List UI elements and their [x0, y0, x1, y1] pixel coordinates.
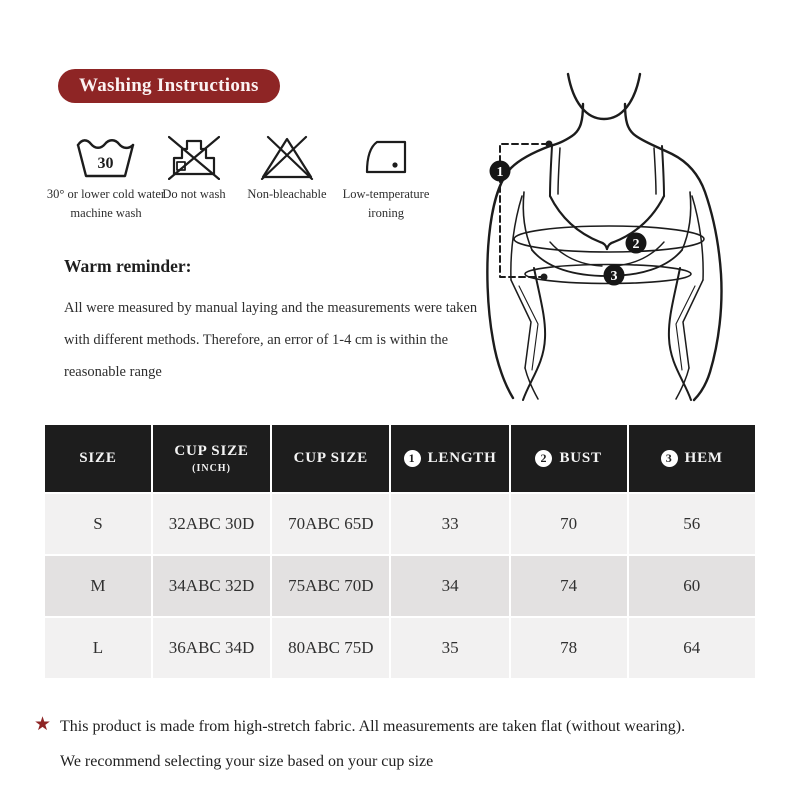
footnote-text	[60, 709, 792, 779]
cell-length: 35	[391, 616, 510, 678]
col-header-bust: 2 BUST	[511, 425, 629, 492]
cell-size: S	[45, 492, 153, 554]
care-label-non-bleachable: Non-bleachable	[247, 187, 327, 201]
cell-hem: 60	[629, 554, 755, 616]
svg-text:2: 2	[632, 237, 640, 252]
bust-marker	[626, 233, 647, 254]
cell-bust: 78	[511, 616, 629, 678]
care-label-do-not-wash: Do not wash	[162, 187, 226, 201]
care-label-machine-wash: 30° or lower cold water machine wash	[46, 187, 166, 220]
cell-cup-inch: 34ABC 32D	[153, 554, 272, 616]
care-label-low-temp-ironing: Low-temperature ironing	[342, 187, 430, 220]
washing-instructions-label: Washing Instructions	[79, 75, 259, 96]
col-header-inch-sub: (INCH)	[192, 463, 231, 474]
table-row-size-m	[45, 554, 755, 616]
bust-measure-line	[514, 226, 704, 252]
hem-marker	[604, 265, 625, 286]
svg-text:3: 3	[610, 269, 618, 284]
table-row-size-s	[45, 492, 755, 554]
cell-cup: 75ABC 70D	[272, 554, 391, 616]
non-bleachable-icon	[233, 133, 341, 180]
warm-reminder-title: Warm reminder:	[64, 256, 192, 276]
footnote-line-2: We recommend selecting your size based on your cup size	[60, 753, 434, 770]
cell-cup: 70ABC 65D	[272, 492, 391, 554]
warm-reminder-body: All were measured by manual laying and the measurements were taken with different methods. Therefore, an error of 1-4 cm is within the reasonable range	[64, 300, 478, 380]
cell-size: L	[45, 616, 153, 678]
table-row-size-l	[45, 616, 755, 678]
marker-2-icon: 2	[535, 450, 552, 467]
star-icon: ★	[34, 714, 52, 735]
do-not-wash-icon	[141, 133, 247, 180]
cell-bust: 74	[511, 554, 629, 616]
low-temperature-ironing-icon	[329, 133, 443, 180]
size-chart-header-row	[45, 425, 755, 492]
cell-hem: 64	[629, 616, 755, 678]
marker-3-icon: 3	[661, 450, 678, 467]
size-chart-table	[45, 425, 755, 678]
col-header-cup-size-inch: CUP SIZE (INCH)	[153, 425, 272, 492]
body-measurement-diagram	[462, 72, 762, 402]
cell-bust: 70	[511, 492, 629, 554]
cell-hem: 56	[629, 492, 755, 554]
care-item-do-not-wash	[141, 133, 247, 204]
washing-instructions-title	[58, 69, 280, 103]
care-item-non-bleachable	[233, 133, 341, 204]
col-header-size: SIZE	[45, 425, 153, 492]
cell-size: M	[45, 554, 153, 616]
wash-temperature-value: 30	[97, 155, 114, 172]
length-marker	[490, 161, 511, 182]
col-header-length: 1 LENGTH	[391, 425, 510, 492]
svg-text:1: 1	[496, 165, 504, 180]
cell-cup-inch: 36ABC 34D	[153, 616, 272, 678]
cell-length: 34	[391, 554, 510, 616]
marker-1-icon: 1	[404, 450, 421, 467]
cell-length: 33	[391, 492, 510, 554]
footnote-line-1: This product is made from high-stretch fabric. All measurements are taken flat (without wearing).	[60, 718, 686, 735]
cell-cup: 80ABC 75D	[272, 616, 391, 678]
care-item-low-temp-ironing	[329, 133, 443, 223]
col-header-hem: 3 HEM	[629, 425, 755, 492]
col-header-cup-size: CUP SIZE	[272, 425, 391, 492]
cell-cup-inch: 32ABC 30D	[153, 492, 272, 554]
